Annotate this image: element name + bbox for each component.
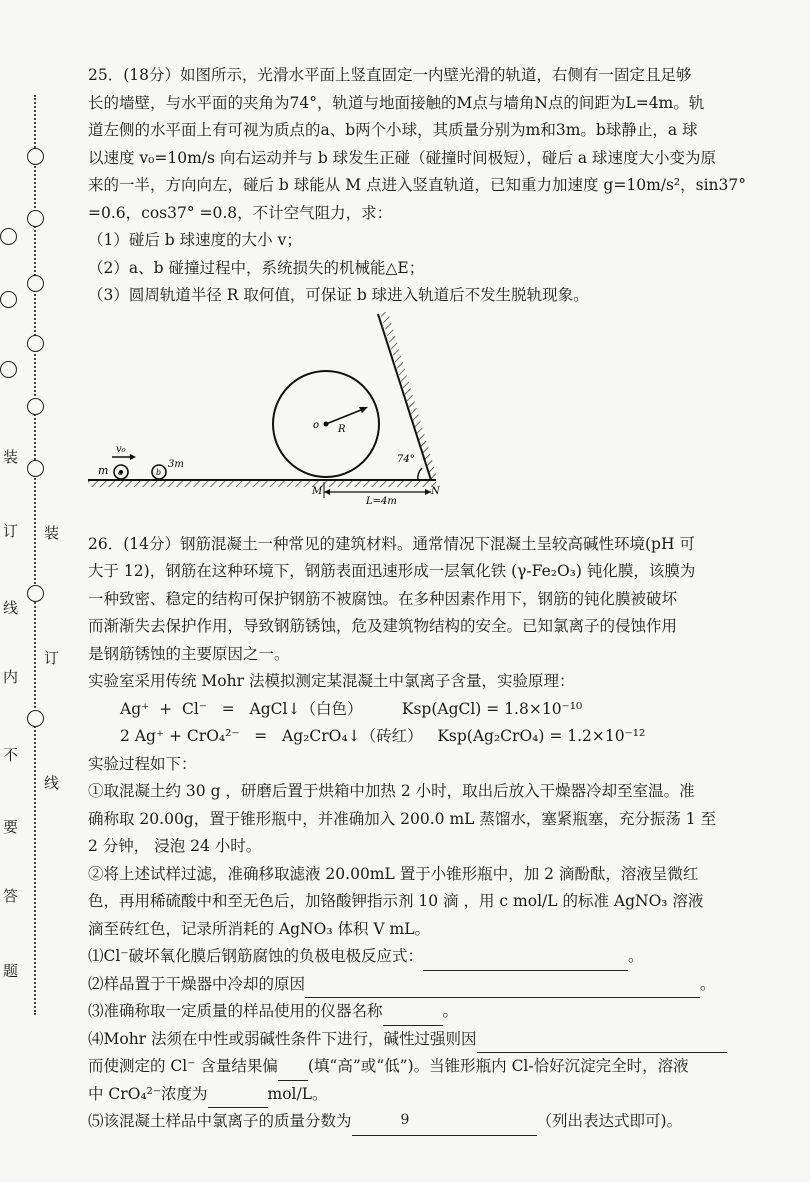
question-25	[88, 62, 778, 527]
q25-line: 来的一半，方向向左，碰后 b 球能从 M 点进入竖直轨道，已知重力加速度 g=10m/s²，sin37°	[88, 176, 747, 194]
q26-principle: 实验室采用传统 Mohr 法模拟测定某混凝土中氯离子含量，实验原理：	[88, 672, 575, 690]
q25-line: 以速度 v₀=10m/s 向右运动并与 b 球发生正碰（碰撞时间极短），碰后 a 球速度大小变为原	[88, 148, 717, 167]
sub-question-4-cont	[88, 1053, 778, 1081]
sub3-end: 。	[442, 1002, 459, 1020]
ground-hatch	[88, 480, 436, 487]
binding-char: 线	[3, 599, 19, 617]
sub-question-2	[88, 971, 778, 999]
radius-arrow	[326, 408, 366, 424]
label-M: M	[312, 485, 323, 497]
velocity-arrowhead-icon	[130, 454, 136, 460]
binding-hole-icon	[27, 275, 44, 292]
label-b: b	[156, 467, 162, 477]
sub-question-4	[88, 1026, 778, 1054]
q26-process: 实验过程如下：	[88, 754, 197, 773]
sub5-text: ⑸该混凝土样品中氯离子的质量分数为	[88, 1112, 352, 1130]
q25-part: （2）a、b 碰撞过程中，系统损失的机械能△E；	[88, 258, 425, 277]
page-number: 9	[400, 1112, 410, 1128]
binding-hole-icon	[0, 291, 17, 308]
q25-line: 道左侧的水平面上有可视为质点的a、b两个小球，其质量分别为m和3m。b球静止，a 球	[88, 121, 698, 139]
step2-line: ②将上述试样过滤，准确移取滤液 20.00mL 置于小锥形瓶中，加 2 滴酚酞，溶液呈微红	[88, 864, 699, 883]
track-diagram	[88, 312, 778, 527]
q26-intro-line: 一种致密、稳定的结构可保护钢筋不被腐蚀。在多种因素作用下，钢筋的钝化膜被破坏	[88, 589, 678, 608]
binding-hole-icon	[27, 398, 44, 415]
binding-hole-icon	[27, 460, 44, 477]
binding-char: 订	[3, 522, 19, 540]
q25-figure	[88, 312, 778, 527]
q25-line: =0.6，cos37° =0.8，不计空气阻力，求：	[88, 203, 393, 222]
q25-part: （3）圆周轨道半径 R 取何值，可保证 b 球进入轨道后不发生脱轨现象。	[88, 286, 589, 304]
answer-blank-4b[interactable]	[278, 1062, 308, 1081]
sub4b-mid: (填“高”或“低”)。当锥形瓶内 Cl-恰好沉淀完全时，溶液	[307, 1057, 689, 1075]
binding-dotted-line	[34, 95, 36, 1015]
binding-hole-icon	[0, 228, 17, 245]
q26-intro-line: 是钢筋锈蚀的主要原因之一。	[88, 644, 290, 663]
q26-intro-line: 而渐渐失去保护作用，导致钢筋锈蚀，危及建筑物结构的安全。已知氯离子的侵蚀作用	[88, 617, 678, 635]
step1-line: 确称取 20.00g，置于锥形瓶中，并准确加入 200.0 mL 蒸馏水，塞紧瓶塞，充分振荡 1 至	[88, 809, 717, 828]
step2-line: 滴至砖红色，记录所消耗的 AgNO₃ 体积 V mL。	[88, 919, 430, 938]
sub4c-end: mol/L。	[267, 1084, 328, 1103]
answer-blank-1[interactable]	[423, 952, 628, 971]
label-a: a	[118, 467, 123, 477]
sub4c-text: 中 CrO₄²⁻浓度为	[88, 1084, 208, 1103]
sub4a-text: ⑷Mohr 法须在中性或弱碱性条件下进行，碱性过强则因	[88, 1029, 477, 1048]
sub-question-4-cont2	[88, 1081, 778, 1109]
label-m: m	[98, 463, 109, 477]
label-angle: 74°	[397, 453, 415, 465]
sub1-text: ⑴Cl⁻破坏氧化膜后钢筋腐蚀的负极电极反应式：	[88, 947, 423, 965]
q26-intro-line: 26．(14分）钢筋混凝土一种常见的建筑材料。通常情况下混凝土呈较高碱性环境(pH 可	[88, 534, 695, 553]
label-v0: v₀	[116, 443, 126, 455]
binding-hole-icon	[27, 585, 44, 602]
label-R: R	[338, 423, 346, 435]
binding-char: 订	[44, 649, 60, 667]
sub4b-text: 而使测定的 Cl⁻ 含量结果偏	[88, 1057, 278, 1075]
sub2-end: 。	[700, 974, 716, 993]
q26-intro-line: 大于 12)，钢筋在这种环境下，钢筋表面迅速形成一层氧化铁 (γ-Fe₂O₃) 钝化膜，该膜为	[88, 562, 696, 580]
equation-2: 2 Ag⁺ + CrO₄²⁻ = Ag₂CrO₄↓（砖红） Ksp(Ag₂CrO₄) = 1.2×10⁻¹²	[120, 727, 646, 745]
step2-line: 色，再用稀硫酸中和至无色后，加铬酸钾指示剂 10 滴 ，用 c mol/L 的标准 AgNO₃ 溶液	[88, 892, 704, 910]
q25-line: 25．(18分）如图所示，光滑水平面上竖直固定一内壁光滑的轨道，右侧有一固定且足够	[88, 66, 692, 84]
question-26	[88, 531, 778, 1136]
answer-blank-4c[interactable]	[208, 1089, 268, 1108]
sub-question-1	[88, 943, 778, 971]
q25-part: （1）碰后 b 球速度的大小 v；	[88, 231, 302, 249]
answer-blank-3[interactable]	[383, 1007, 443, 1026]
binding-hole-icon	[27, 710, 44, 727]
sub3-text: ⑶准确称取一定质量的样品使用的仪器名称	[88, 1002, 383, 1020]
page-content	[88, 62, 778, 1136]
binding-char: 要	[3, 818, 19, 836]
sub2-text: ⑵样品置于干燥器中冷却的原因	[88, 974, 306, 993]
label-L: L=4m	[366, 495, 397, 507]
label-3m: 3m	[168, 458, 184, 470]
binding-hole-icon	[27, 148, 44, 165]
distance-arrow-left-icon	[324, 489, 330, 495]
binding-char: 答	[3, 887, 19, 905]
binding-hole-icon	[27, 210, 44, 227]
answer-blank-2[interactable]	[305, 979, 700, 998]
q25-line: 长的墙壁，与水平面的夹角为74°，轨道与地面接触的M点与墙角N点的间距为L=4m。轨	[88, 93, 705, 112]
answer-blank-4a[interactable]	[477, 1034, 727, 1053]
step1-line: ①取混凝土约 30 g ，研磨后置于烘箱中加热 2 小时，取出后放入干燥器冷却至室温。准	[88, 782, 695, 800]
binding-char: 装	[3, 448, 19, 466]
binding-char: 装	[44, 524, 60, 542]
sub-question-3	[88, 998, 778, 1026]
binding-char: 不	[3, 746, 19, 764]
binding-hole-icon	[27, 335, 44, 352]
sub5-end: （列出表达式即可)。	[536, 1112, 683, 1130]
binding-char: 题	[3, 962, 19, 980]
sub1-end: 。	[628, 947, 644, 965]
label-N: N	[431, 485, 440, 497]
binding-margin	[0, 0, 70, 1182]
step1-line: 2 分钟， 浸泡 24 小时。	[88, 837, 262, 855]
label-o: o	[313, 419, 320, 431]
angle-arc	[418, 468, 422, 480]
binding-hole-icon	[0, 361, 17, 378]
binding-char: 内	[3, 668, 19, 686]
binding-char: 线	[44, 774, 60, 792]
equation-1: Ag⁺ + Cl⁻ = AgCl↓（白色） Ksp(AgCl) = 1.8×10⁻¹⁰	[120, 699, 583, 718]
